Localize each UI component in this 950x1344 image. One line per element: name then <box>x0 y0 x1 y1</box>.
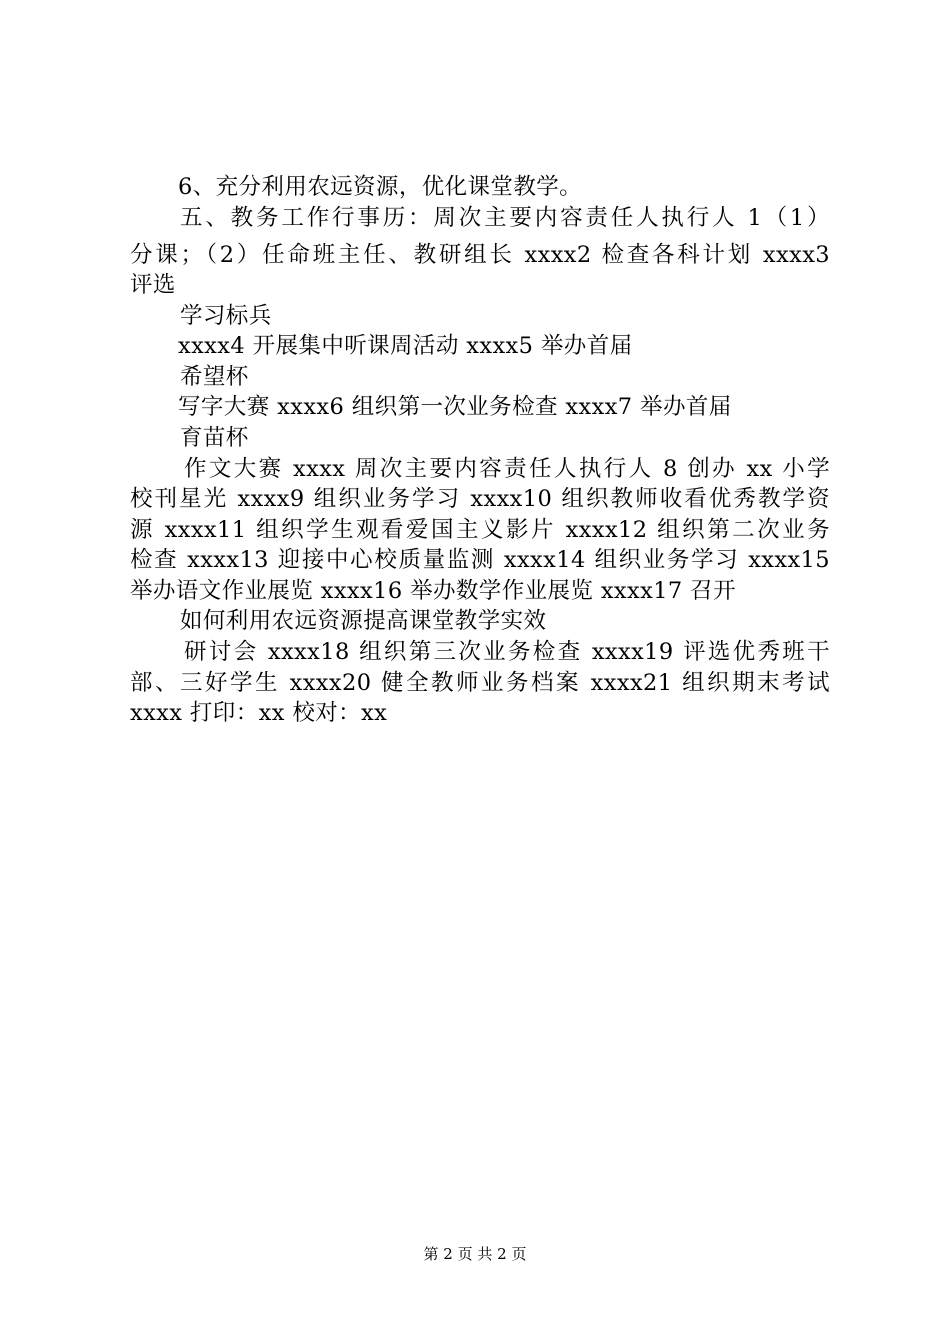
text-line-7: 希望杯 <box>180 364 249 390</box>
text-line-5: 学习标兵 <box>180 303 272 329</box>
text-line-1: 6、充分利用农远资源，优化课堂教学。 <box>178 174 583 200</box>
text-line-9: 育苗杯 <box>180 425 249 451</box>
text-line-12: 源 xxxx11 组织学生观看爱国主义影片 xxxx12 组织第二次业务 <box>130 517 830 543</box>
text-line-3: 分课；（2）任命班主任、教研组长 xxxx2 检查各科计划 xxxx3 <box>130 242 830 268</box>
text-line-10: 作文大赛 xxxx 周次主要内容责任人执行人 8 创办 xx 小学 <box>184 456 830 482</box>
text-line-14: 举办语文作业展览 xxxx16 举办数学作业展览 xxxx17 召开 <box>130 578 736 604</box>
text-line-18: xxxx 打印：xx 校对：xx <box>130 700 388 726</box>
text-line-11: 校刊星光 xxxx9 组织业务学习 xxxx10 组织教师收看优秀教学资 <box>130 486 830 512</box>
text-line-15: 如何利用农远资源提高课堂教学实效 <box>180 608 547 634</box>
text-line-8: 写字大赛 xxxx6 组织第一次业务检查 xxxx7 举办首届 <box>178 394 732 420</box>
text-line-17: 部、三好学生 xxxx20 健全教师业务档案 xxxx21 组织期末考试 <box>130 670 830 696</box>
text-line-4: 评选 <box>130 272 176 298</box>
text-line-2: 五、教务工作行事历：周次主要内容责任人执行人 1（1） <box>180 205 830 231</box>
text-line-13: 检查 xxxx13 迎接中心校质量监测 xxxx14 组织业务学习 xxxx15 <box>130 547 830 573</box>
text-line-16: 研讨会 xxxx18 组织第三次业务检查 xxxx19 评选优秀班干 <box>184 639 830 665</box>
text-line-6: xxxx4 开展集中听课周活动 xxxx5 举办首届 <box>178 333 633 359</box>
page-number-footer: 第 2 页 共 2 页 <box>423 1245 527 1263</box>
